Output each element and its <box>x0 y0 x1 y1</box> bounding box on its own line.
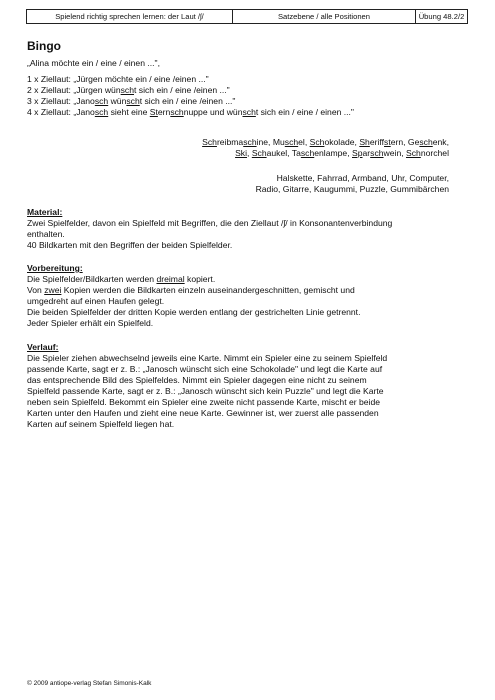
material-line: Zwei Spielfelder, davon ein Spielfeld mit Begriffen, die den Ziellaut /ʃ/ in Konsonantenverbindung <box>27 218 393 228</box>
page-title: Bingo <box>27 39 61 53</box>
verlauf-line: Die Spieler ziehen abwechselnd jeweils eine Karte. Nimmt ein Spieler eine zu seinem Spielfeld <box>27 353 388 363</box>
word-line <box>27 148 449 159</box>
vorbereitung-line <box>27 318 469 329</box>
header-level: Satzebene / alle Positionen <box>233 10 416 23</box>
verlauf-heading: Verlauf: <box>27 342 59 352</box>
underlined-sound: Sch <box>406 148 421 158</box>
underlined-sound: zwei <box>44 285 62 295</box>
text-segment: el, <box>298 137 310 147</box>
vorbereitung-section <box>27 263 469 329</box>
vorbereitung-line <box>27 274 469 285</box>
text-segment: 3 x Ziellaut: „Jano <box>27 96 95 106</box>
verlauf-line: passende Karte, sagt er z. B.: „Janosch wünscht sich eine Schokolade" und legt die Karte auf <box>27 364 383 374</box>
underlined-sound: St <box>149 107 158 117</box>
text-segment: Kopien werden die Bildkarten einzeln auseinandergeschnitten, gemischt und <box>61 285 355 295</box>
material-line: 40 Bildkarten mit den Begriffen der beiden Spielfelder. <box>27 240 233 250</box>
target-line <box>27 85 469 96</box>
text-segment: ern, Ge <box>390 137 420 147</box>
verlauf-line: neben sein Spielfeld. Bekommt ein Spieler eine zweite nicht passende Karte, mischt er beide <box>27 397 381 407</box>
underlined-sound: Sch <box>309 137 325 147</box>
vorbereitung-heading: Vorbereitung: <box>27 263 83 273</box>
text-segment: 2 x Ziellaut: „Jürgen wün <box>27 85 121 95</box>
text-segment: enlampe, <box>314 148 352 158</box>
target-line <box>27 74 469 85</box>
text-segment: t sich ein / eine /einen ..." <box>134 85 230 95</box>
underlined-sound: Ski <box>235 148 248 158</box>
header-topic: Spielend richtig sprechen lernen: der Laut /ʃ/ <box>27 10 233 23</box>
copyright-footer: © 2009 antiope-verlag Stefan Simonis-Kalk <box>27 680 152 687</box>
text-segment: t sich ein / eine / einen ..." <box>255 107 354 117</box>
word-list-sch <box>27 137 449 159</box>
word-list-other <box>27 173 449 195</box>
text-segment: Von <box>27 285 45 295</box>
underlined-sound: Sch <box>251 148 267 158</box>
intro-text <box>27 58 469 69</box>
vorbereitung-line <box>27 296 469 307</box>
text-segment: Die Spielfelder/Bildkarten werden <box>27 274 157 284</box>
text-segment: 4 x Ziellaut: „Jano <box>27 107 95 117</box>
text-segment: kopiert. <box>184 274 216 284</box>
verlauf-section <box>27 342 469 430</box>
text-segment: wün <box>108 96 127 106</box>
underlined-sound: sch <box>419 137 433 147</box>
underlined-sound: sch <box>120 85 134 95</box>
word-line: Halskette, Fahrrad, Armband, Uhr, Computer, <box>276 173 449 183</box>
underlined-sound: sch <box>126 96 140 106</box>
intro-line: „Alina möchte ein / eine / einen ...", <box>27 58 160 68</box>
text-segment: , <box>247 148 252 158</box>
verlauf-line: Spielfeld passende Karte, sagt er z. B.: „Janosch wünscht sich kein Puzzle" und legt die Karte <box>27 386 384 396</box>
text-segment: ern <box>157 107 171 117</box>
text-segment: Die beiden Spielfelder der dritten Kopie werden entlang der gestrichelten Linie getrennt. <box>27 307 361 317</box>
text-segment: ar <box>362 148 371 158</box>
text-segment: sieht eine <box>108 107 150 117</box>
underlined-sound: dreimal <box>156 274 185 284</box>
underlined-sound: sch <box>94 107 109 117</box>
word-line: Radio, Gitarre, Kaugummi, Puzzle, Gummibärchen <box>255 184 449 194</box>
text-segment: okolade, <box>324 137 360 147</box>
text-segment: nuppe und wün <box>183 107 243 117</box>
underlined-sound: sch <box>370 148 384 158</box>
header-exercise: Übung 48.2/2 <box>418 12 465 21</box>
underlined-sound: sch <box>170 107 184 117</box>
verlauf-line: das entsprechende Bild des Spielfeldes. Nimmt ein Spieler dagegen eine nicht zu seinem <box>27 375 367 385</box>
header-box <box>26 9 468 24</box>
word-line <box>27 137 449 148</box>
underlined-sound: sch <box>300 148 315 158</box>
verlauf-line: Karten auf seinem Spielfeld liegen hat. <box>27 419 175 429</box>
material-section <box>27 207 469 251</box>
text-segment: enk, <box>432 137 449 147</box>
underlined-sound: Sh <box>359 137 370 147</box>
text-segment: eriff <box>369 137 385 147</box>
underlined-sound: sch <box>243 137 257 147</box>
underlined-sound: sch <box>242 107 256 117</box>
material-heading: Material: <box>27 207 63 217</box>
text-segment: t sich ein / eine /einen ..." <box>139 96 236 106</box>
text-segment: wein, <box>383 148 406 158</box>
text-segment: Jeder Spieler erhält ein Spielfeld. <box>27 318 154 328</box>
material-line: enthalten. <box>27 229 65 239</box>
text-segment: aukel, Ta <box>266 148 301 158</box>
underlined-sound: Sp <box>352 148 363 158</box>
text-segment: norchel <box>420 148 449 158</box>
text-segment: reibma <box>216 137 244 147</box>
target-sentences <box>27 74 469 118</box>
vorbereitung-line <box>27 285 469 296</box>
target-line <box>27 107 469 118</box>
underlined-sound: st <box>384 137 391 147</box>
verlauf-line: Karten unter den Haufen und zieht eine neue Karte. Gewinner ist, wer zuerst alle passenden <box>27 408 379 418</box>
underlined-sound: Sch <box>202 137 217 147</box>
target-line <box>27 96 469 107</box>
underlined-sound: sch <box>94 96 109 106</box>
text-segment: umgedreht auf einen Haufen gelegt. <box>27 296 165 306</box>
underlined-sound: sch <box>284 137 299 147</box>
vorbereitung-line <box>27 307 469 318</box>
text-segment: ine, Mu <box>256 137 285 147</box>
text-segment: 1 x Ziellaut: „Jürgen möchte ein / eine /einen ..." <box>27 74 209 84</box>
